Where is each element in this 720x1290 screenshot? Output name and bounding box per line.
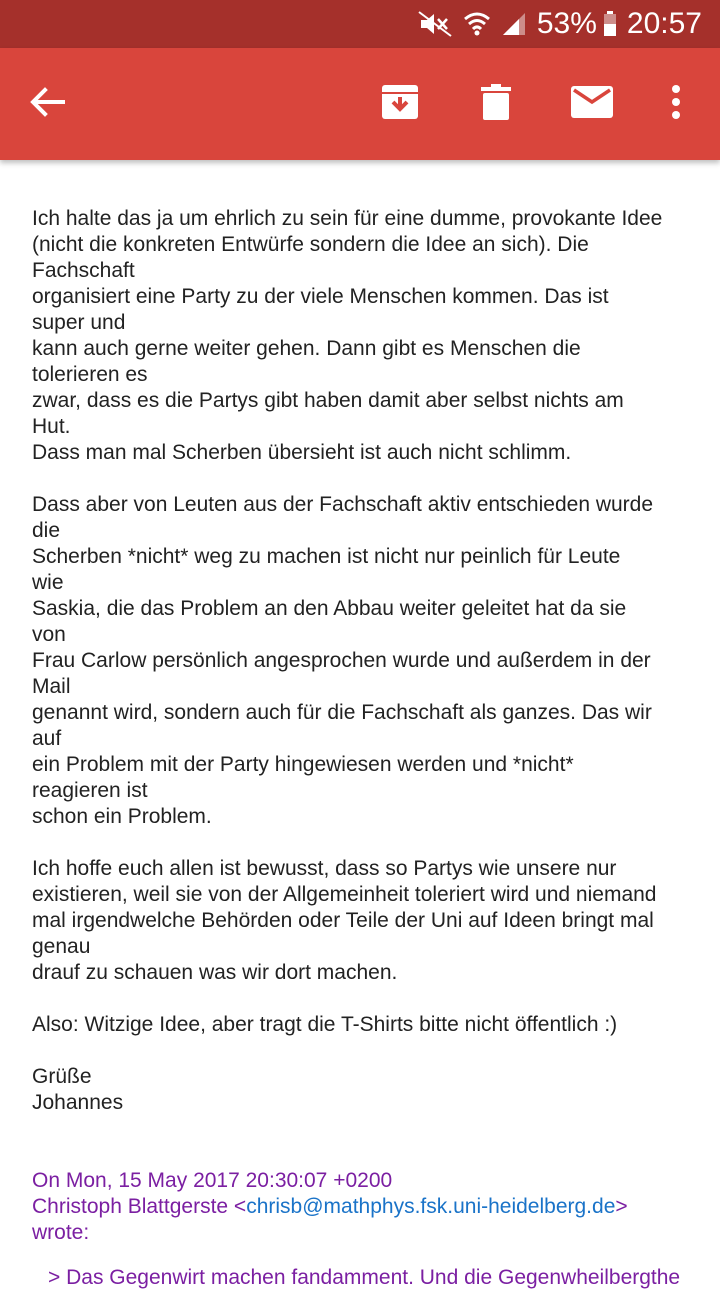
top-app-bar [0, 48, 720, 160]
archive-icon [381, 84, 419, 125]
email-signature: Grüße Johannes [32, 1065, 124, 1114]
battery-icon [603, 11, 617, 37]
back-button[interactable] [7, 48, 87, 160]
quote-sender-line [32, 1194, 702, 1220]
quote-sender-end: > [615, 1195, 628, 1218]
delete-icon [481, 84, 511, 125]
email-paragraph: Dass aber von Leuten aus der Fachschaft aktiv entschieden wurde die Scherben *nicht* weg zu machen ist nicht nur peinlich für Leute wie Saskia, die das Problem an den Abbau weiter geleitet hat da sie von Frau Carlow persönlich angesprochen wurde und außerdem in der Mail genannt wird, sondern auch für die Fachschaft als ganzes. Das wir auf ein Problem mit der Party hingewiesen werden und *nicht* reagieren ist schon ein Problem. [32, 493, 654, 828]
email-paragraph: Also: Witzige Idee, aber tragt die T-Shirts bitte nicht öffentlich :) [32, 1013, 618, 1036]
battery-percent: 53% [536, 7, 597, 40]
mark-unread-icon [571, 86, 613, 123]
quoted-reply-header [32, 1168, 702, 1246]
sender-email-link[interactable]: chrisb@mathphys.fsk.uni-heidelberg.de [246, 1195, 616, 1218]
mute-icon [417, 10, 453, 38]
back-arrow-icon [29, 86, 65, 123]
email-paragraph: Ich hoffe euch allen ist bewusst, dass so Partys wie unsere nur existieren, weil sie von der Allgemeinheit toleriert wird und niemand mal irgendwelche Behörden oder Teile der Uni auf Ideen bringt mal genau drauf zu schauen was wir dort machen. [32, 857, 657, 984]
wifi-icon [463, 10, 491, 38]
more-vert-icon [671, 85, 681, 124]
archive-button[interactable] [360, 48, 440, 160]
more-options-button[interactable] [636, 48, 716, 160]
quoted-text-partial: > Das Gegenwirt machen fandamment. Und die Gegenwheilbergthe [48, 1266, 681, 1289]
mark-unread-button[interactable] [552, 48, 632, 160]
email-paragraph: Ich halte das ja um ehrlich zu sein für eine dumme, provokante Idee (nicht die konkreten Entwürfe sondern die Idee an sich). Die Fachschaft organisiert eine Party zu der viele Menschen kommen. Das ist super und kann auch gerne weiter gehen. Dann gibt es Menschen die tolerieren es zwar, dass es die Partys gibt haben damit aber selbst nichts am Hut. Dass man mal Scherben übersieht ist auch nicht schlimm. [32, 207, 663, 464]
status-bar [0, 0, 720, 48]
email-body [32, 206, 702, 1246]
quote-date-line: On Mon, 15 May 2017 20:30:07 +0200 [32, 1169, 393, 1192]
clock: 20:57 [626, 7, 702, 40]
quote-sender-name: Christoph Blattgerste < [32, 1195, 247, 1218]
signal-icon [501, 11, 527, 37]
quote-wrote-line: wrote: [32, 1221, 90, 1244]
delete-button[interactable] [456, 48, 536, 160]
